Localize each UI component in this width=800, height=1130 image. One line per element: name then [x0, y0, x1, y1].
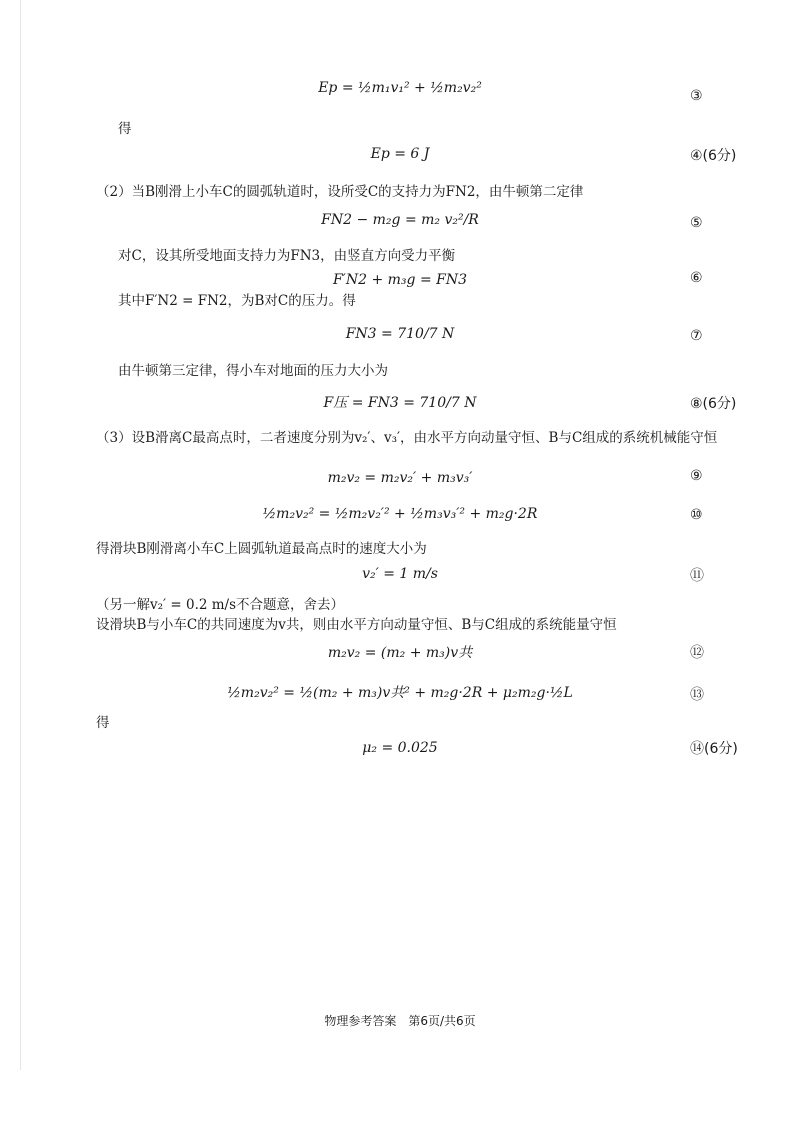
paragraph-3c: （另一解v₂′ = 0.2 m/s不合题意，舍去） [96, 597, 345, 613]
equation-5: FN2 − m₂g = m₂ v₂²/R [321, 212, 479, 228]
equation-4: Ep = 6 J [370, 146, 430, 162]
equation-9: m₂v₂ = m₂v₂′ + m₃v₃′ [327, 470, 473, 486]
label-7: ⑦ [690, 328, 703, 344]
paragraph-2c: 其中F′N2 = FN2，为B对C的压力。得 [118, 293, 356, 309]
page-footer: 物理参考答案 第6页/共6页 [324, 1014, 476, 1028]
label-13: ⑬ [690, 687, 704, 703]
label-9: ⑨ [690, 468, 703, 484]
paragraph-3b: 得滑块B刚滑离小车C上圆弧轨道最高点时的速度大小为 [96, 541, 427, 557]
equation-14: μ₂ = 0.025 [362, 740, 438, 756]
label-5: ⑤ [690, 215, 703, 231]
equation-8: F压 = FN3 = 710/7 N [323, 395, 477, 411]
label-4: ④(6分) [690, 148, 737, 164]
equation-13: ½m₂v₂² = ½(m₂ + m₃)v共² + m₂g·2R + μ₂m₂g·½L [227, 685, 573, 701]
equation-12: m₂v₂ = (m₂ + m₃)v共 [327, 645, 473, 661]
paragraph-3: （3）设B滑离C最高点时，二者速度分别为v₂′、v₃′，由水平方向动量守恒、B与C组成的系统机械能守恒 [96, 430, 718, 446]
label-14: ⑭(6分) [690, 741, 738, 757]
equation-10: ½m₂v₂² = ½m₂v₂′² + ½m₃v₃′² + m₂g·2R [262, 506, 538, 522]
label-12: ⑫ [690, 645, 704, 661]
label-6: ⑥ [690, 270, 703, 286]
paragraph-2b: 对C，设其所受地面支持力为FN3，由竖直方向受力平衡 [118, 248, 456, 264]
label-11: ⑪ [690, 568, 704, 584]
equation-7: FN3 = 710/7 N [345, 326, 455, 342]
equation-3: Ep = ½m₁v₁² + ½m₂v₂² [318, 80, 482, 96]
equation-11: v₂′ = 1 m/s [362, 566, 438, 582]
label-3: ③ [690, 88, 703, 104]
equation-6: F′N2 + m₃g = FN3 [332, 272, 468, 288]
paragraph-2: （2）当B刚滑上小车C的圆弧轨道时，设所受C的支持力为FN2，由牛顿第二定律 [96, 184, 584, 200]
paragraph-3d: 设滑块B与小车C的共同速度为v共，则由水平方向动量守恒、B与C组成的系统能量守恒 [96, 617, 617, 633]
label-8: ⑧(6分) [690, 396, 737, 412]
text-de-2: 得 [96, 715, 110, 731]
label-10: ⑩ [690, 507, 703, 523]
paragraph-2d: 由牛顿第三定律，得小车对地面的压力大小为 [118, 363, 388, 379]
text-de-1: 得 [118, 121, 132, 137]
